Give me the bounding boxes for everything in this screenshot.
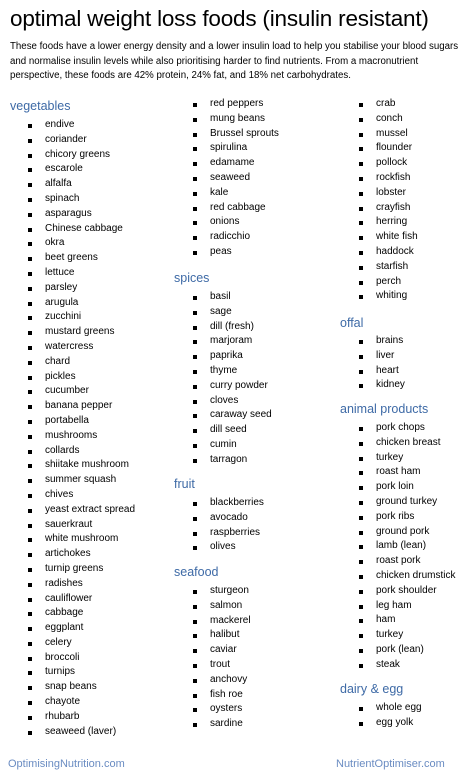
- section-heading-offal: offal: [340, 316, 364, 330]
- intro-paragraph: These foods have a lower energy density and a lower insulin load to help you stabilise your blood sugars and normalise insulin levels while also prioritising harder to find nutrients. From a macronutrient perspective, these foods are 42% protein, 24% fat, and 18% net carbohydrates.: [10, 41, 459, 81]
- list-item: collards: [28, 444, 135, 459]
- list-item: cauliflower: [28, 592, 135, 607]
- animal-products-list: [359, 421, 455, 673]
- list-item: raspberries: [193, 526, 264, 541]
- dairy-egg-list: [359, 701, 422, 731]
- list-item: paprika: [193, 349, 272, 364]
- list-item: pork ribs: [359, 510, 455, 525]
- list-item: zucchini: [28, 310, 135, 325]
- list-item: cabbage: [28, 606, 135, 621]
- section-heading-dairy-egg: dairy & egg: [340, 682, 404, 696]
- vegetables-continued-list: [193, 97, 279, 260]
- list-item: parsley: [28, 281, 135, 296]
- list-item: dill seed: [193, 423, 272, 438]
- list-item: spinach: [28, 192, 135, 207]
- list-item: artichokes: [28, 547, 135, 562]
- list-item: basil: [193, 290, 272, 305]
- list-item: seaweed (laver): [28, 725, 135, 740]
- list-item: lobster: [359, 186, 418, 201]
- list-item: pork loin: [359, 480, 455, 495]
- list-item: turkey: [359, 628, 455, 643]
- list-item: white fish: [359, 230, 418, 245]
- section-heading-spices: spices: [174, 271, 210, 285]
- list-item: edamame: [193, 156, 279, 171]
- page-title: optimal weight loss foods (insulin resistant): [10, 6, 429, 31]
- list-item: mackerel: [193, 614, 251, 629]
- list-item: portabella: [28, 414, 135, 429]
- list-item: roast pork: [359, 554, 455, 569]
- list-item: chicken drumstick: [359, 569, 455, 584]
- list-item: arugula: [28, 296, 135, 311]
- list-item: shiitake mushroom: [28, 458, 135, 473]
- list-item: chicken breast: [359, 436, 455, 451]
- list-item: broccoli: [28, 651, 135, 666]
- list-item: tarragon: [193, 453, 272, 468]
- list-item: starfish: [359, 260, 418, 275]
- section-heading-seafood: seafood: [174, 565, 219, 579]
- list-item: cumin: [193, 438, 272, 453]
- list-item: avocado: [193, 511, 264, 526]
- list-item: whole egg: [359, 701, 422, 716]
- list-item: caviar: [193, 643, 251, 658]
- list-item: crab: [359, 97, 418, 112]
- list-item: sage: [193, 305, 272, 320]
- list-item: whiting: [359, 289, 418, 304]
- section-heading-vegetables: vegetables: [10, 99, 71, 113]
- list-item: onions: [193, 215, 279, 230]
- seafood-continued-list: [359, 97, 418, 304]
- list-item: chives: [28, 488, 135, 503]
- list-item: blackberries: [193, 496, 264, 511]
- list-item: egg yolk: [359, 716, 422, 731]
- list-item: yeast extract spread: [28, 503, 135, 518]
- list-item: coriander: [28, 133, 135, 148]
- list-item: red peppers: [193, 97, 279, 112]
- list-item: turnips: [28, 665, 135, 680]
- list-item: pickles: [28, 370, 135, 385]
- list-item: radishes: [28, 577, 135, 592]
- offal-list: [359, 334, 405, 393]
- list-item: okra: [28, 236, 135, 251]
- list-item: cucumber: [28, 384, 135, 399]
- list-item: fish roe: [193, 688, 251, 703]
- list-item: olives: [193, 540, 264, 555]
- list-item: seaweed: [193, 171, 279, 186]
- vegetables-list: [28, 118, 135, 739]
- list-item: eggplant: [28, 621, 135, 636]
- section-heading-fruit: fruit: [174, 477, 195, 491]
- list-item: ham: [359, 613, 455, 628]
- list-item: steak: [359, 658, 455, 673]
- list-item: brains: [359, 334, 405, 349]
- list-item: caraway seed: [193, 408, 272, 423]
- footer-left-url[interactable]: OptimisingNutrition.com: [8, 758, 125, 770]
- list-item: oysters: [193, 702, 251, 717]
- list-item: chayote: [28, 695, 135, 710]
- list-item: alfalfa: [28, 177, 135, 192]
- list-item: escarole: [28, 162, 135, 177]
- list-item: peas: [193, 245, 279, 260]
- list-item: flounder: [359, 141, 418, 156]
- footer-right-url[interactable]: NutrientOptimiser.com: [336, 758, 445, 770]
- list-item: beet greens: [28, 251, 135, 266]
- list-item: lamb (lean): [359, 539, 455, 554]
- list-item: crayfish: [359, 201, 418, 216]
- list-item: mustard greens: [28, 325, 135, 340]
- list-item: anchovy: [193, 673, 251, 688]
- list-item: halibut: [193, 628, 251, 643]
- list-item: lettuce: [28, 266, 135, 281]
- list-item: pork (lean): [359, 643, 455, 658]
- spices-list: [193, 290, 272, 468]
- list-item: chicory greens: [28, 148, 135, 163]
- list-item: spirulina: [193, 141, 279, 156]
- list-item: banana pepper: [28, 399, 135, 414]
- list-item: marjoram: [193, 334, 272, 349]
- list-item: herring: [359, 215, 418, 230]
- list-item: sauerkraut: [28, 518, 135, 533]
- list-item: pollock: [359, 156, 418, 171]
- list-item: summer squash: [28, 473, 135, 488]
- list-item: heart: [359, 364, 405, 379]
- list-item: red cabbage: [193, 201, 279, 216]
- list-item: perch: [359, 275, 418, 290]
- list-item: sardine: [193, 717, 251, 732]
- seafood-list: [193, 584, 251, 732]
- list-item: pork shoulder: [359, 584, 455, 599]
- list-item: liver: [359, 349, 405, 364]
- list-item: conch: [359, 112, 418, 127]
- list-item: pork chops: [359, 421, 455, 436]
- list-item: leg ham: [359, 599, 455, 614]
- list-item: white mushroom: [28, 532, 135, 547]
- list-item: radicchio: [193, 230, 279, 245]
- list-item: sturgeon: [193, 584, 251, 599]
- list-item: thyme: [193, 364, 272, 379]
- list-item: Brussel sprouts: [193, 127, 279, 142]
- list-item: Chinese cabbage: [28, 222, 135, 237]
- list-item: salmon: [193, 599, 251, 614]
- list-item: rhubarb: [28, 710, 135, 725]
- list-item: asparagus: [28, 207, 135, 222]
- section-heading-animal-products: animal products: [340, 402, 429, 416]
- list-item: turkey: [359, 451, 455, 466]
- list-item: trout: [193, 658, 251, 673]
- list-item: ground turkey: [359, 495, 455, 510]
- list-item: watercress: [28, 340, 135, 355]
- list-item: turnip greens: [28, 562, 135, 577]
- list-item: roast ham: [359, 465, 455, 480]
- list-item: kidney: [359, 378, 405, 393]
- list-item: curry powder: [193, 379, 272, 394]
- list-item: mussel: [359, 127, 418, 142]
- list-item: celery: [28, 636, 135, 651]
- list-item: ground pork: [359, 525, 455, 540]
- fruit-list: [193, 496, 264, 555]
- list-item: rockfish: [359, 171, 418, 186]
- list-item: kale: [193, 186, 279, 201]
- list-item: haddock: [359, 245, 418, 260]
- list-item: snap beans: [28, 680, 135, 695]
- list-item: mushrooms: [28, 429, 135, 444]
- list-item: endive: [28, 118, 135, 133]
- list-item: dill (fresh): [193, 320, 272, 335]
- list-item: chard: [28, 355, 135, 370]
- list-item: mung beans: [193, 112, 279, 127]
- list-item: cloves: [193, 394, 272, 409]
